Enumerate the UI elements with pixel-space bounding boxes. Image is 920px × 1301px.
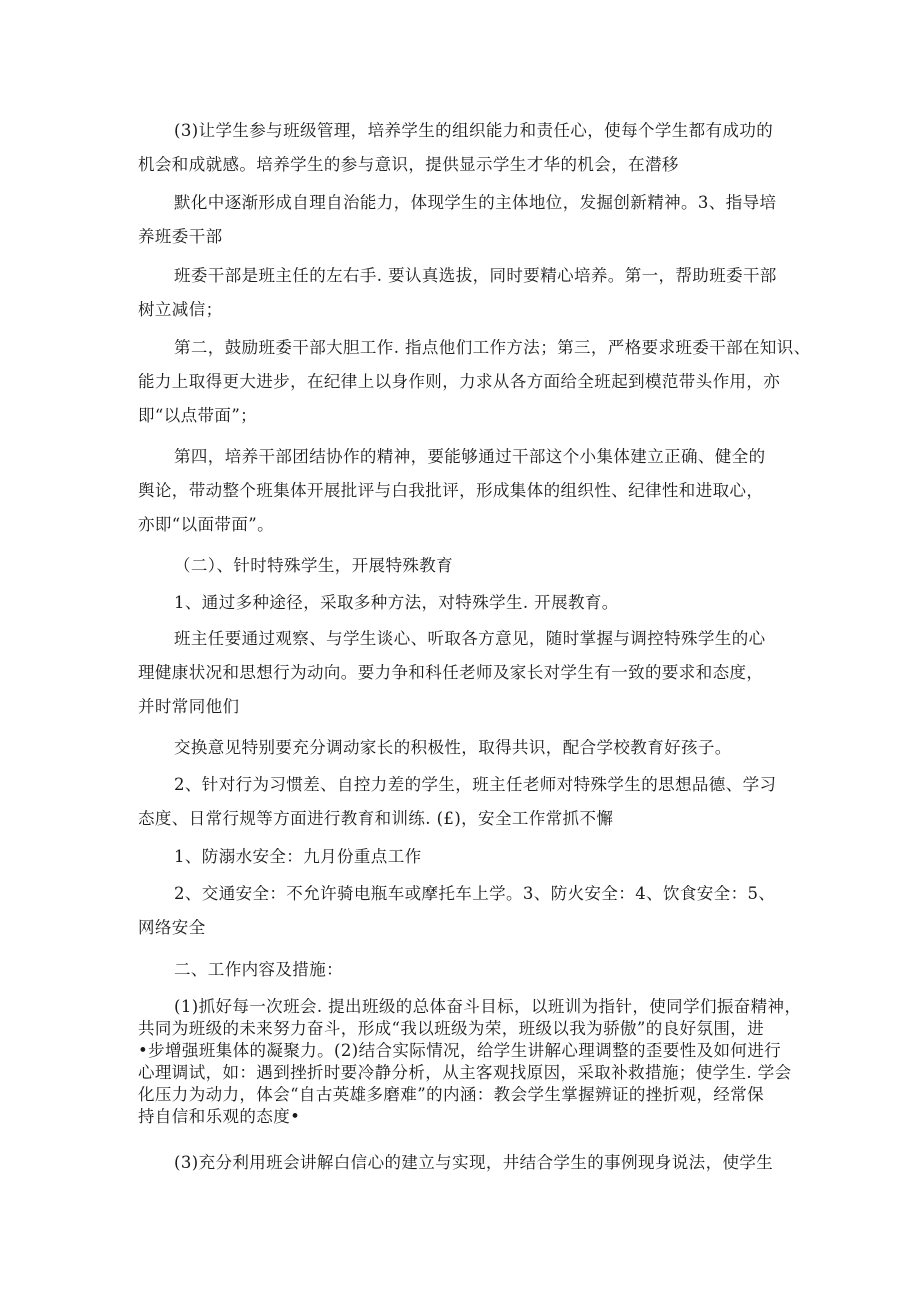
- text-line: 化压力为动力，体会“自古英雄多磨难”的内涵：教会学生掌握辨证的挫折观，经常保: [138, 1085, 765, 1104]
- text-line: 班委干部是班主任的左右手. 要认真选拔，同时要精心培养。第一，帮助班委干部: [174, 266, 777, 285]
- text-line: 树立减信；: [138, 300, 223, 319]
- text-line: 交换意见特别要充分调动家长的积极性，取得共识，配合学校教育好孩子。: [174, 738, 732, 757]
- text-line: •步增强班集体的凝聚力。(2)结合实际情况，给学生讲解心理调整的歪要性及如何进行: [138, 1041, 782, 1060]
- paragraph: [138, 996, 802, 1128]
- text-line: 班主任要通过观察、与学生谈心、听取各方意见，随时掌握与调控特殊学生的心: [174, 629, 766, 648]
- text-line: 机会和成就感。培养学生的参与意识，提供显示学生才华的机会，在潜移: [138, 155, 679, 174]
- text-line: 能力上取得更大进步，在纪律上以身作则，力求从各方面给全班起到模范带头作用，亦: [138, 372, 781, 391]
- text-line: 并时常同他们: [138, 697, 240, 716]
- text-line: 网络安全: [138, 918, 206, 937]
- paragraph: [138, 549, 788, 583]
- text-line: 第二，鼓励班委干部大胆工作. 指点他们工作方法；第三，严格要求班委干部在知识、: [174, 338, 811, 357]
- paragraph: [138, 331, 811, 433]
- text-line: 1、通过多种途径，采取多种方法，对特殊学生. 开展教育。: [174, 593, 619, 612]
- text-line: (1)抓好每一次班会. 提出班级的总体奋斗目标，以班训为指针，使同学们振奋精神，: [174, 997, 802, 1016]
- paragraph: [138, 768, 788, 836]
- paragraph: [138, 953, 788, 987]
- text-line: （二）、针时特殊学生，开展特殊教育: [174, 556, 454, 575]
- text-line: 共同为班级的未来努力奋斗，形成“我以班级为荣，班级以我为骄傲”的良好氛围，进: [138, 1019, 765, 1038]
- text-line: 1、防溺水安全：九月份重点工作: [174, 847, 422, 866]
- paragraph: [138, 114, 788, 182]
- text-line: 态度、日常行规等方面进行教育和训练. (£)，安全工作常抓不懈: [138, 809, 614, 828]
- text-line: 心理调试，如：遇到挫折时要冷静分析，从主客观找原因，采取补救措施；使学生. 学会: [138, 1063, 792, 1082]
- text-line: 二、工作内容及措施：: [174, 960, 343, 979]
- paragraph: [138, 840, 788, 874]
- text-line: 理健康状况和思想行为动向。要力争和科任老师及家长对学生有一致的要求和态度，: [138, 663, 764, 682]
- paragraph: [138, 186, 788, 254]
- text-line: 第四，培养干部团结协作的精神，要能够通过干部这个小集体建立正确、健全的: [174, 447, 766, 466]
- text-line: (3)让学生参与班级管理，培养学生的组织能力和责任心，使每个学生都有成功的: [174, 121, 774, 140]
- text-line: (3)充分利用班会讲解白信心的建立与实现，井结合学生的事例现身说法，使学生: [174, 1153, 774, 1172]
- paragraph: [138, 877, 788, 945]
- text-line: 持自信和乐观的态度•: [138, 1107, 301, 1126]
- text-line: 即“以点带面”；: [138, 406, 258, 425]
- text-line: 亦即“以面带面”。: [138, 515, 274, 534]
- text-line: 2、交通安全：不允许骑电瓶车或摩托车上学。3、防火安全：4、饮食安全：5、: [174, 884, 776, 903]
- text-line: 2、针对行为习惯差、自控力差的学生，班主任老师对特殊学生的思想品德、学习: [174, 775, 777, 794]
- paragraph: [138, 622, 788, 724]
- paragraph: [138, 259, 788, 327]
- text-line: 默化中逐渐形成自理自治能力，体现学生的主体地位，发掘创新精神。3、指导培: [174, 193, 777, 212]
- text-line: 舆论，带动整个班集体开展批评与白我批评，形成集体的组织性、纪律性和进取心，: [138, 481, 764, 500]
- paragraph: [138, 440, 788, 542]
- paragraph: [138, 586, 788, 620]
- text-line: 养班委干部: [138, 227, 223, 246]
- paragraph: [138, 731, 788, 765]
- paragraph: [138, 1146, 788, 1180]
